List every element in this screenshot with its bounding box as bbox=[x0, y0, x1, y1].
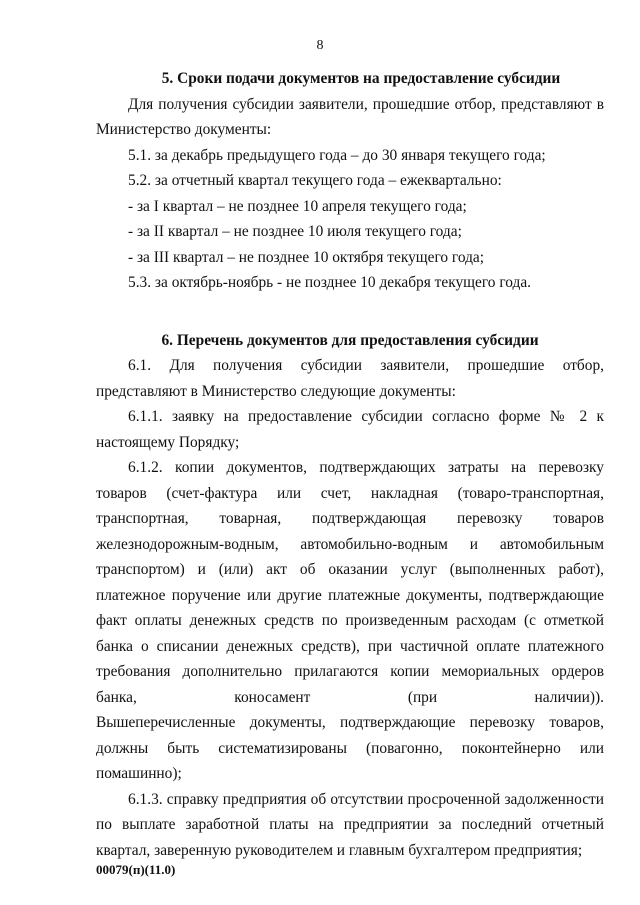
section-6-title: 6. Перечень документов для предоставления субсидии bbox=[161, 331, 539, 349]
section-6-paragraph-6-1-3: 6.1.3. справку предприятия об отсутствии просроченной задолженности по выплате заработной платы на предприятии за последний отчетный квартал, заверенную руководителем и главным бухгалтером предприятия; bbox=[96, 790, 604, 859]
page-number: 8 bbox=[316, 38, 324, 53]
section-5-item: - за III квартал – не позднее 10 октября текущего года; bbox=[128, 248, 485, 266]
section-5-item: 5.1. за декабрь предыдущего года – до 30 января текущего года; bbox=[128, 146, 546, 164]
document-body bbox=[96, 66, 604, 863]
section-6-paragraph-6-1-1: 6.1.1. заявку на предоставление субсидии согласно форме № 2 к настоящему Порядку; bbox=[96, 408, 604, 451]
section-5-intro: Для получения субсидии заявители, прошедшие отбор, представляют в Министерство документы: bbox=[96, 95, 604, 138]
section-5-item: - за I квартал – не позднее 10 апреля текущего года; bbox=[128, 197, 467, 215]
section-6-paragraph-6-1-2: 6.1.2. копии документов, подтверждающих затраты на перевозку товаров (счет-фактура или счет, накладная (товаро-транспортная, транспортная, товарная, подтверждающая перевозку товаров железнодорожным-водным, автомобильно-водным и автомобильным транспортом) и (или) акт об оказании услуг (выполненных работ), платежное поручение или другие платежные документы, подтверждающие факт оплаты денежных средств по произведенным расходам (с отметкой банка о списании денежных средств), при частичной оплате платежного требования дополнительно прилагаются копии мемориальных ордеров банка, коносамент (при наличии)). bbox=[96, 459, 604, 706]
section-6-paragraph-6-1-2-continued: Вышеперечисленные документы, подтверждающие перевозку товаров, должны быть систематизированы (повагонно, поконтейнерно или помашинно); bbox=[96, 714, 604, 782]
section-6-paragraph-6-1: 6.1. Для получения субсидии заявители, прошедшие отбор, представляют в Министерство следующие документы: bbox=[96, 357, 604, 400]
section-5-item: 5.2. за отчетный квартал текущего года – ежеквартально: bbox=[128, 172, 502, 189]
section-5-item: 5.3. за октябрь-ноябрь - не позднее 10 декабря текущего года. bbox=[128, 274, 532, 291]
section-5-item: - за II квартал – не позднее 10 июля текущего года; bbox=[128, 223, 462, 240]
section-5-title: 5. Сроки подачи документов на предоставление субсидии bbox=[161, 70, 561, 87]
footer-document-code: 00079(п)(11.0) bbox=[96, 862, 176, 877]
